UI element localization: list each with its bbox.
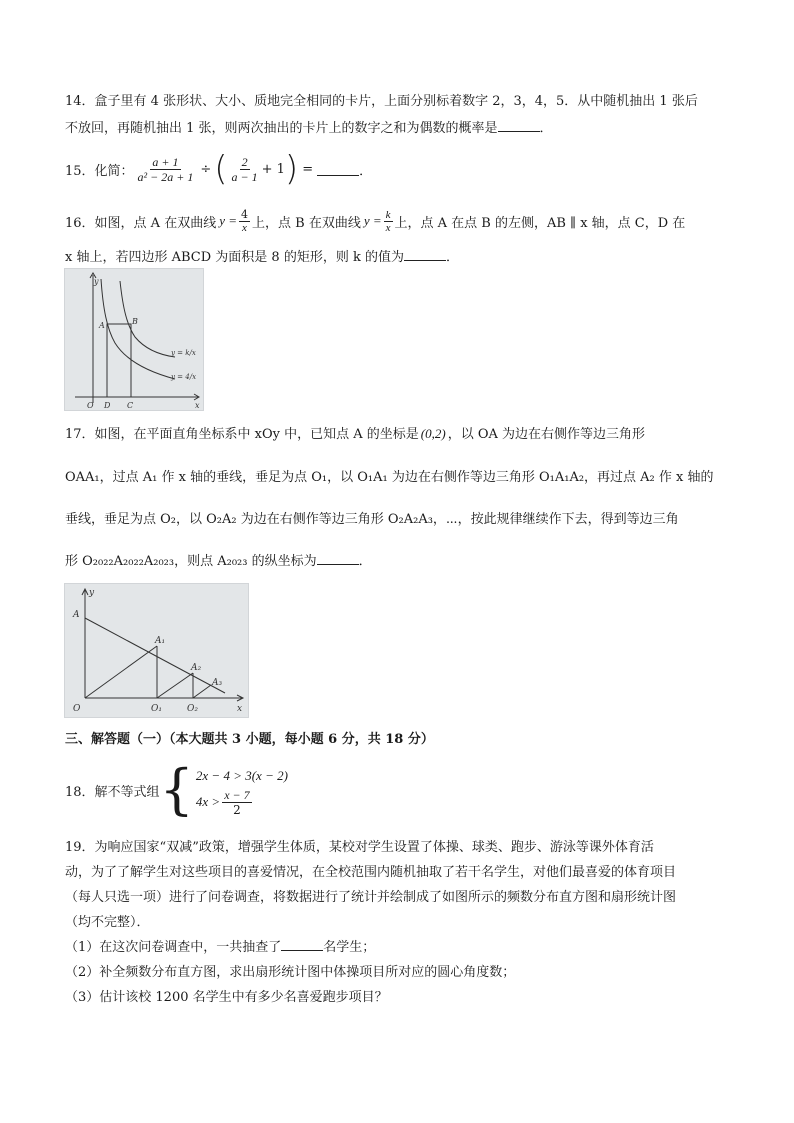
q16-figure: [64, 268, 204, 411]
q19-line1: 19．为响应国家“双减”政策，增强学生体质，某校对学生设置了体操、球类、跑步、游泳等课外体育活: [65, 840, 654, 855]
q17-label-o2: O₂: [187, 704, 198, 714]
q15-frac1-den: a² − 2a + 1: [137, 169, 194, 184]
q16-text3: 上，点 A 在点 B 的左侧，AB ∥ x 轴，点 C，D 在: [394, 215, 686, 231]
q18-system: [196, 764, 288, 817]
q17-line4: [65, 550, 372, 569]
q19-sub3: （3）估计该校 1200 名学生中有多少名喜爱跑步项目？: [65, 990, 388, 1005]
q15-frac2-num: 2: [241, 154, 248, 169]
q16-rectangle-abcd: [107, 324, 131, 397]
q16-y-eq-1: y =: [219, 213, 237, 228]
q17-line-o2-a3: [193, 685, 211, 698]
q17-label-x: x: [237, 704, 243, 714]
q16-y-eq-2: y =: [363, 213, 382, 228]
q14-line1: 14．盒子里有 4 张形状、大小、质地完全相同的卡片，上面分别标着数字 2，3，4，5．从中随机抽出 1 张后: [65, 94, 698, 109]
q15-answer-blank[interactable]: [317, 163, 359, 176]
q15-equals: =: [302, 161, 314, 177]
q16-line2-text: x 轴上，若四边形 ABCD 为面积是 8 的矩形，则 k 的值为: [65, 250, 404, 265]
q16-frac-k-over-x: [384, 209, 393, 234]
q17-line3: 垂线，垂足为点 O₂，以 O₂A₂ 为边在右侧作等边三角形 O₂A₂A₃，⋯，按此规律继续作下去，得到等边三角: [65, 512, 679, 527]
q14-line2-text: 不放回，再随机抽出 1 张，则两次抽出的卡片上的数字之和为偶数的概率是: [65, 121, 498, 136]
q19-line2: 动，为了了解学生对这些项目的喜爱情况，在全校范围内随机抽取了若干名学生，对他们最喜爱的体育项目: [65, 865, 677, 880]
q16-label-a: A: [99, 321, 105, 330]
q15-right-paren: ): [284, 149, 299, 189]
q18-inequality-2: [196, 788, 288, 817]
q17-line1: [65, 423, 645, 442]
q17-answer-blank[interactable]: [317, 552, 359, 565]
q15-fraction-2: [230, 155, 260, 184]
q16-frac1-den: x: [242, 221, 247, 234]
q17-label-y: y: [89, 588, 95, 598]
q15-fraction-1: [136, 155, 196, 184]
q16-curve-k-over-x: [120, 281, 175, 357]
q17-line4-text: 形 O₂₀₂₂A₂₀₂₂A₂₀₂₃，则点 A₂₀₂₃ 的纵坐标为: [65, 554, 317, 569]
q18-ineq2-den: 2: [233, 802, 241, 817]
section-3-heading: 三、解答题（一）（本大题共 3 小题，每小题 6 分，共 18 分）: [65, 732, 434, 747]
q17-line1-text-a: 17．如图，在平面直角坐标系中 xOy 中，已知点 A 的坐标是: [65, 427, 419, 442]
q18-ineq2-lhs: 4x >: [195, 794, 221, 809]
q17-label-a3: A₃: [212, 678, 223, 688]
q15-end: ．: [359, 163, 373, 179]
q15-frac2-den: a − 1: [231, 169, 258, 184]
q15: [65, 147, 372, 191]
q17-coord: (0,2): [420, 426, 446, 441]
q16-label-c: C: [127, 401, 134, 410]
q15-left-paren: (: [214, 149, 228, 189]
q18-prefix: 18．解不等式组: [65, 784, 160, 800]
q19-line4: （均不完整）．: [65, 915, 150, 930]
q17-label-o: O: [73, 704, 81, 714]
q14-line2: [65, 117, 553, 136]
q16-text2: 上，点 B 在双曲线: [252, 215, 361, 231]
q14-end: ．: [539, 121, 553, 136]
q19-sub2: （2）补全频数分布直方图，求出扇形统计图中体操项目所对应的圆心角度数；: [65, 965, 516, 980]
q15-prefix: 15．化简：: [65, 163, 134, 179]
q15-plus-one: + 1: [261, 161, 285, 177]
q19-sub1-end: 名学生；: [323, 940, 376, 955]
q17-label-a1: A₁: [155, 636, 166, 646]
q17-line2: OAA₁，过点 A₁ 作 x 轴的垂线，垂足为点 O₁，以 O₁A₁ 为边在右侧作等边三角形 O₁A₁A₂，再过点 A₂ 作 x 轴的: [65, 470, 714, 485]
q16-frac1-num: 4: [241, 207, 248, 221]
q16-label-x: x: [195, 401, 200, 410]
q19-answer-blank[interactable]: [281, 938, 323, 951]
q15-divide: ÷: [200, 161, 212, 177]
q19-sub1: [65, 936, 375, 955]
q16-label-b: B: [132, 317, 138, 326]
q18-inequality-1: 2x − 4 > 3(x − 2): [195, 767, 288, 783]
q17-line1-text-b: ，以 OA 为边在右侧作等边三角形: [447, 427, 646, 442]
q16-frac2-den: x: [385, 221, 391, 234]
q16-end: ．: [445, 250, 459, 265]
q18-ineq2-num: x − 7: [224, 787, 250, 802]
q16-label-o: O: [87, 401, 94, 410]
q17-line-o1-a2: [157, 673, 193, 698]
q19-line3: （每人只选一项）进行了问卷调查，将数据进行了统计并绘制成了如图所示的频数分布直方图和扇形统计图: [65, 890, 677, 905]
q16-answer-blank[interactable]: [404, 248, 446, 261]
q16-figure-svg: [65, 269, 203, 410]
q14-answer-blank[interactable]: [498, 119, 540, 132]
q17-end: ．: [358, 554, 372, 569]
q16-label-d: D: [104, 401, 111, 410]
q19-sub1-text: （1）在这次问卷调查中，一共抽查了: [65, 940, 282, 955]
q16-text1: 16．如图，点 A 在双曲线: [65, 215, 217, 231]
q17-label-a2: A₂: [191, 663, 202, 673]
q17-label-a: A: [73, 610, 80, 620]
q16-label-curve1: y = k/x: [171, 349, 196, 357]
q16-line2: [65, 246, 459, 265]
q17-figure: [64, 583, 249, 718]
q16-line1: [65, 202, 685, 240]
q16-label-y: y: [94, 277, 99, 286]
q18-brace: {: [159, 758, 194, 821]
q15-frac1-num: a + 1: [152, 154, 179, 169]
q16-curve-4-over-x: [101, 279, 175, 379]
q17-figure-svg: [65, 584, 248, 717]
q17-line-a-a3: [85, 618, 225, 693]
q16-frac-4-over-x: [239, 209, 250, 234]
q17-line-o-a1: [85, 646, 157, 698]
q16-label-curve2: y = 4/x: [171, 373, 197, 381]
q17-label-o1: O₁: [151, 704, 162, 714]
q16-frac2-num: k: [385, 208, 391, 221]
q18: [65, 756, 288, 824]
q18-ineq2-fraction: [222, 788, 251, 817]
